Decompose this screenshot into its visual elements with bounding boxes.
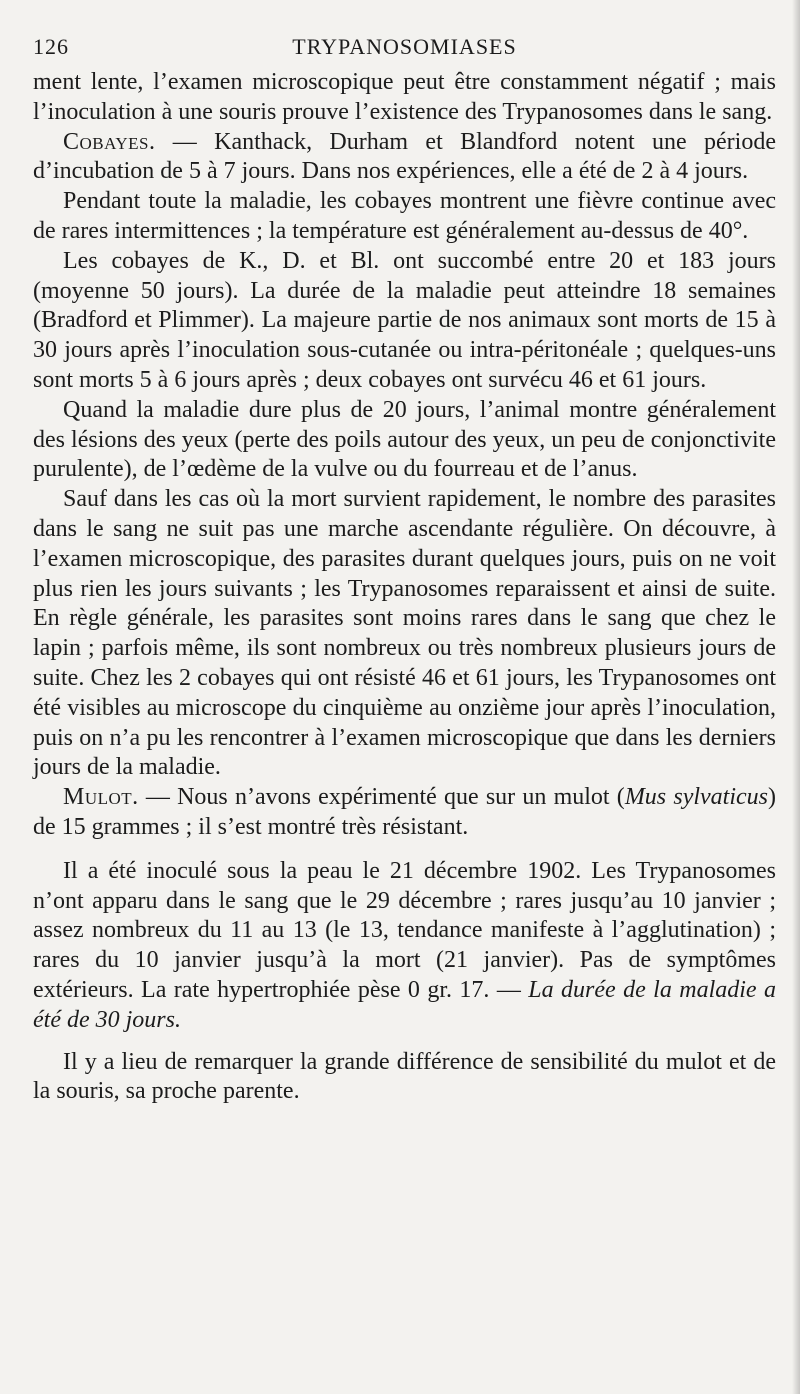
main-text: [33, 68, 776, 1107]
observation-conclusion: La durée de la maladie a été de 30 jours.: [33, 976, 776, 1033]
paragraph-parasites: Sauf dans les cas où la mort survient rapidement, le nombre des parasites dans le sang ne suit pas une marche ascendante régulière. On découvre, à l’examen microscopique, des parasites durant quelques jours, puis on ne voit plus rien les jours suivants ; les Trypanosomes reparaissent et ainsi de suite. En règle générale, les parasites sont moins rares dans le sang que chez le lapin ; parfois même, ils sont nombreux ou très nombreux plusieurs jours de suite. Chez les 2 cobayes qui ont résisté 46 et 61 jours, les Trypanosomes ont été visibles au microscope du cinquième au onzième jour après l’inoculation, puis on n’a pu les rencontrer à l’examen microscopique que dans les derniers jours de la maladie.: [33, 486, 776, 781]
section-label-cobayes: Cobayes.: [63, 128, 156, 155]
page-number: 126: [33, 34, 69, 59]
paragraph-text: ) de 15 grammes ; il s’est montré très résistant.: [33, 784, 776, 840]
paragraph-observation: [33, 857, 776, 1036]
paragraph-text: — Nous n’avons expérimenté que sur un mulot (: [138, 784, 625, 811]
paragraph-fever: Pendant toute la maladie, les cobayes montrent une fièvre continue avec de rares intermittences ; la température est généralement au-dessus de 40°.: [33, 188, 776, 244]
species-name: Mus sylvaticus: [624, 784, 768, 811]
paragraph-continuation: ment lente, l’examen microscopique peut être constamment négatif ; mais l’inoculation à une souris prouve l’existence des Trypanosomes dans le sang.: [33, 69, 776, 125]
observation-text: Il a été inoculé sous la peau le 21 décembre 1902. Les Trypanosomes n’ont apparu dans le sang que le 29 décembre ; rares jusqu’au 10 janvier ; assez nombreux du 11 au 13 (le 13, tendance manifeste à l’agglutination) ; rares du 10 janvier jusqu’à la mort (21 janvier). Pas de symptômes extérieurs. La rate hypertrophiée pèse 0 gr. 17. —: [33, 857, 776, 1003]
section-label-mulot: Mulot.: [63, 784, 139, 811]
paragraph-mortality: Les cobayes de K., D. et Bl. ont succombé entre 20 et 183 jours (moyenne 50 jours). La durée de la maladie peut atteindre 18 semaines (Bradford et Plimmer). La majeure partie de nos animaux sont morts de 15 à 30 jours après l’inoculation sous-cutanée ou intra-péritonéale ; quelques-uns sont morts 5 à 6 jours après ; deux cobayes ont survécu 46 et 61 jours.: [33, 247, 776, 393]
page-edge-shadow: [792, 0, 800, 1394]
running-head: TRYPANOSOMIASES: [292, 34, 517, 59]
paragraph-mulot: [33, 783, 776, 843]
paragraph-remark: Il y a lieu de remarquer la grande différence de sensibilité du mulot et de la souris, sa proche parente.: [33, 1048, 776, 1105]
paragraph-lesions: Quand la maladie dure plus de 20 jours, l’animal montre généralement des lésions des yeux (perte des poils autour des yeux, un peu de conjonctivite purulente), de l’œdème de la vulve ou du fourreau et de l’anus.: [33, 396, 776, 483]
paragraph-cobayes-incubation: [33, 128, 776, 188]
page-header: [33, 34, 776, 68]
paragraph-text: — Kanthack, Durham et Blandford notent une période d’incubation de 5 à 7 jours. Dans nos expériences, elle a été de 2 à 4 jours.: [33, 128, 776, 185]
